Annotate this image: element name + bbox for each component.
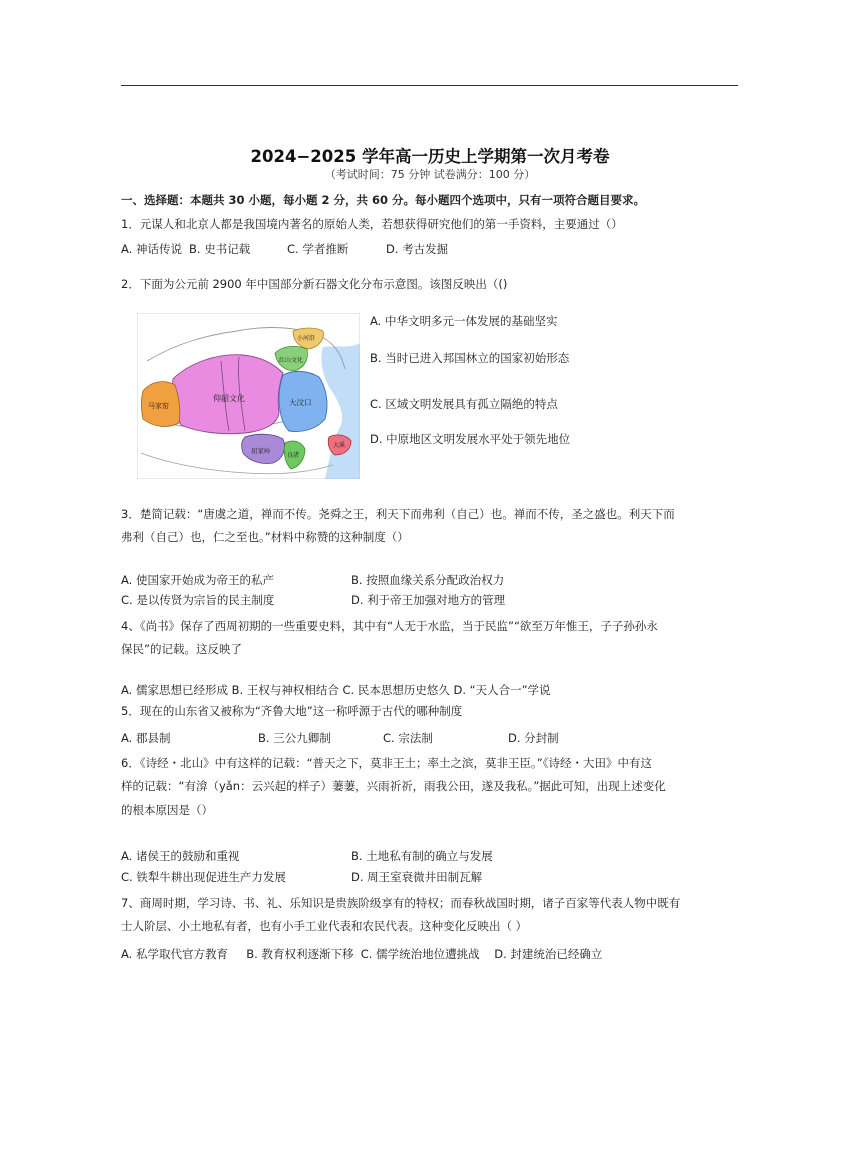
q3-option-b: B. 按照血缘关系分配政治权力 [351, 573, 505, 587]
q1-stem: 1．元谋人和北京人都是我国境内著名的原始人类，若想获得研究他们的第一手资料，主要通过（） [121, 217, 623, 231]
q2-option-c: C. 区域文明发展具有孤立隔绝的特点 [370, 397, 558, 411]
q6-stem-line3: 的根本原因是（） [121, 803, 213, 817]
q5-option-a: A. 郡县制 [121, 731, 171, 745]
exam-subtitle: （考试时间：75 分钟 试卷满分：100 分） [324, 168, 536, 181]
q6-stem-line2: 样的记载：“有渰（yǎn：云兴起的样子）萋萋，兴雨祈祈，雨我公田，遂及我私。”据此可知，出现上述变化 [121, 779, 666, 793]
q3-option-a: A. 使国家开始成为帝王的私产 [121, 573, 274, 587]
q6-option-c: C. 铁犁牛耕出现促进生产力发展 [121, 870, 286, 884]
q7-stem-line2: 士人阶层、小土地私有者，也有小手工业代表和农民代表。这种变化反映出（ ） [121, 919, 528, 933]
q5-option-d: D. 分封制 [508, 731, 559, 745]
q4-stem-line2: 保民”的记载。这反映了 [121, 642, 242, 656]
q1-option-a: A. 神话传说 [121, 242, 182, 256]
q1-option-d: D. 考古发掘 [386, 242, 449, 256]
q6-option-d: D. 周王室衰微井田制瓦解 [351, 870, 483, 884]
exam-title: 2024−2025 学年高一历史上学期第一次月考卷 [250, 147, 610, 166]
label-hongshan: 红山文化 [279, 357, 304, 364]
q2-option-d: D. 中原地区文明发展水平处于领先地位 [370, 432, 571, 446]
q2-stem: 2．下面为公元前 2900 年中国部分新石器文化分布示意图。该图反映出（() [121, 277, 508, 291]
q5-option-b: B. 三公九卿制 [258, 731, 331, 745]
q5-stem: 5．现在的山东省又被称为“齐鲁大地”这一称呼源于古代的哪种制度 [121, 704, 463, 718]
q7-stem-line1: 7、商周时期，学习诗、书、礼、乐知识是贵族阶级享有的特权；而春秋战国时期，诸子百家等代表人物中既有 [121, 896, 681, 910]
q3-option-c: C. 是以传贤为宗旨的民主制度 [121, 593, 275, 607]
label-xiaoheyan: 小河沿 [297, 335, 316, 342]
label-daxi: 大溪 [333, 442, 346, 449]
q4-stem-line1: 4、《尚书》保存了西周初期的一些重要史料，其中有“人无于水监，当于民监”“欲至万年惟王，子子孙孙永 [121, 619, 658, 633]
q1-option-c: C. 学者推断 [287, 242, 349, 256]
label-qujialing: 屈家岭 [251, 447, 271, 455]
q1-option-b: B. 史书记载 [189, 242, 251, 256]
label-liangzhu: 良渚 [287, 452, 300, 459]
section-heading: 一、选择题：本题共 30 小题，每小题 2 分，共 60 分。每小题四个选项中，只有一项符合题目要求。 [121, 193, 646, 207]
q7-options: A. 私学取代官方教育 B. 教育权利逐渐下移 C. 儒学统治地位遭挑战 D. 封建统治已经确立 [121, 947, 603, 961]
q2-option-a: A. 中华文明多元一体发展的基础坚实 [370, 314, 558, 328]
q2-option-b: B. 当时已进入邦国林立的国家初始形态 [370, 351, 570, 365]
q4-options: A. 儒家思想已经形成 B. 王权与神权相结合 C. 民本思想历史悠久 D. “天人合一”学说 [121, 683, 551, 697]
q6-stem-line1: 6．《诗经・北山》中有这样的记载：“普天之下，莫非王土；率土之滨，莫非王臣。”《诗经・大田》中有这 [121, 756, 652, 770]
label-dawenkou: 大汶口 [289, 398, 312, 407]
q6-option-b: B. 土地私有制的确立与发展 [351, 849, 493, 863]
q3-option-d: D. 利于帝王加强对地方的管理 [351, 593, 506, 607]
q3-stem-line1: 3．楚简记载：“唐虞之道，禅而不传。尧舜之王，利天下而弗利（自己）也。禅而不传，圣之盛也。利天下而 [121, 507, 675, 521]
neolithic-culture-map [137, 313, 360, 479]
q5-option-c: C. 宗法制 [383, 731, 433, 745]
label-yangshao: 仰韶文化 [213, 394, 245, 403]
label-majiayao: 马家窑 [148, 402, 169, 410]
header-rule [121, 85, 738, 86]
q3-stem-line2: 弗利（自己）也，仁之至也。”材料中称赞的这种制度（） [121, 530, 409, 544]
q6-option-a: A. 诸侯王的鼓励和重视 [121, 849, 240, 863]
